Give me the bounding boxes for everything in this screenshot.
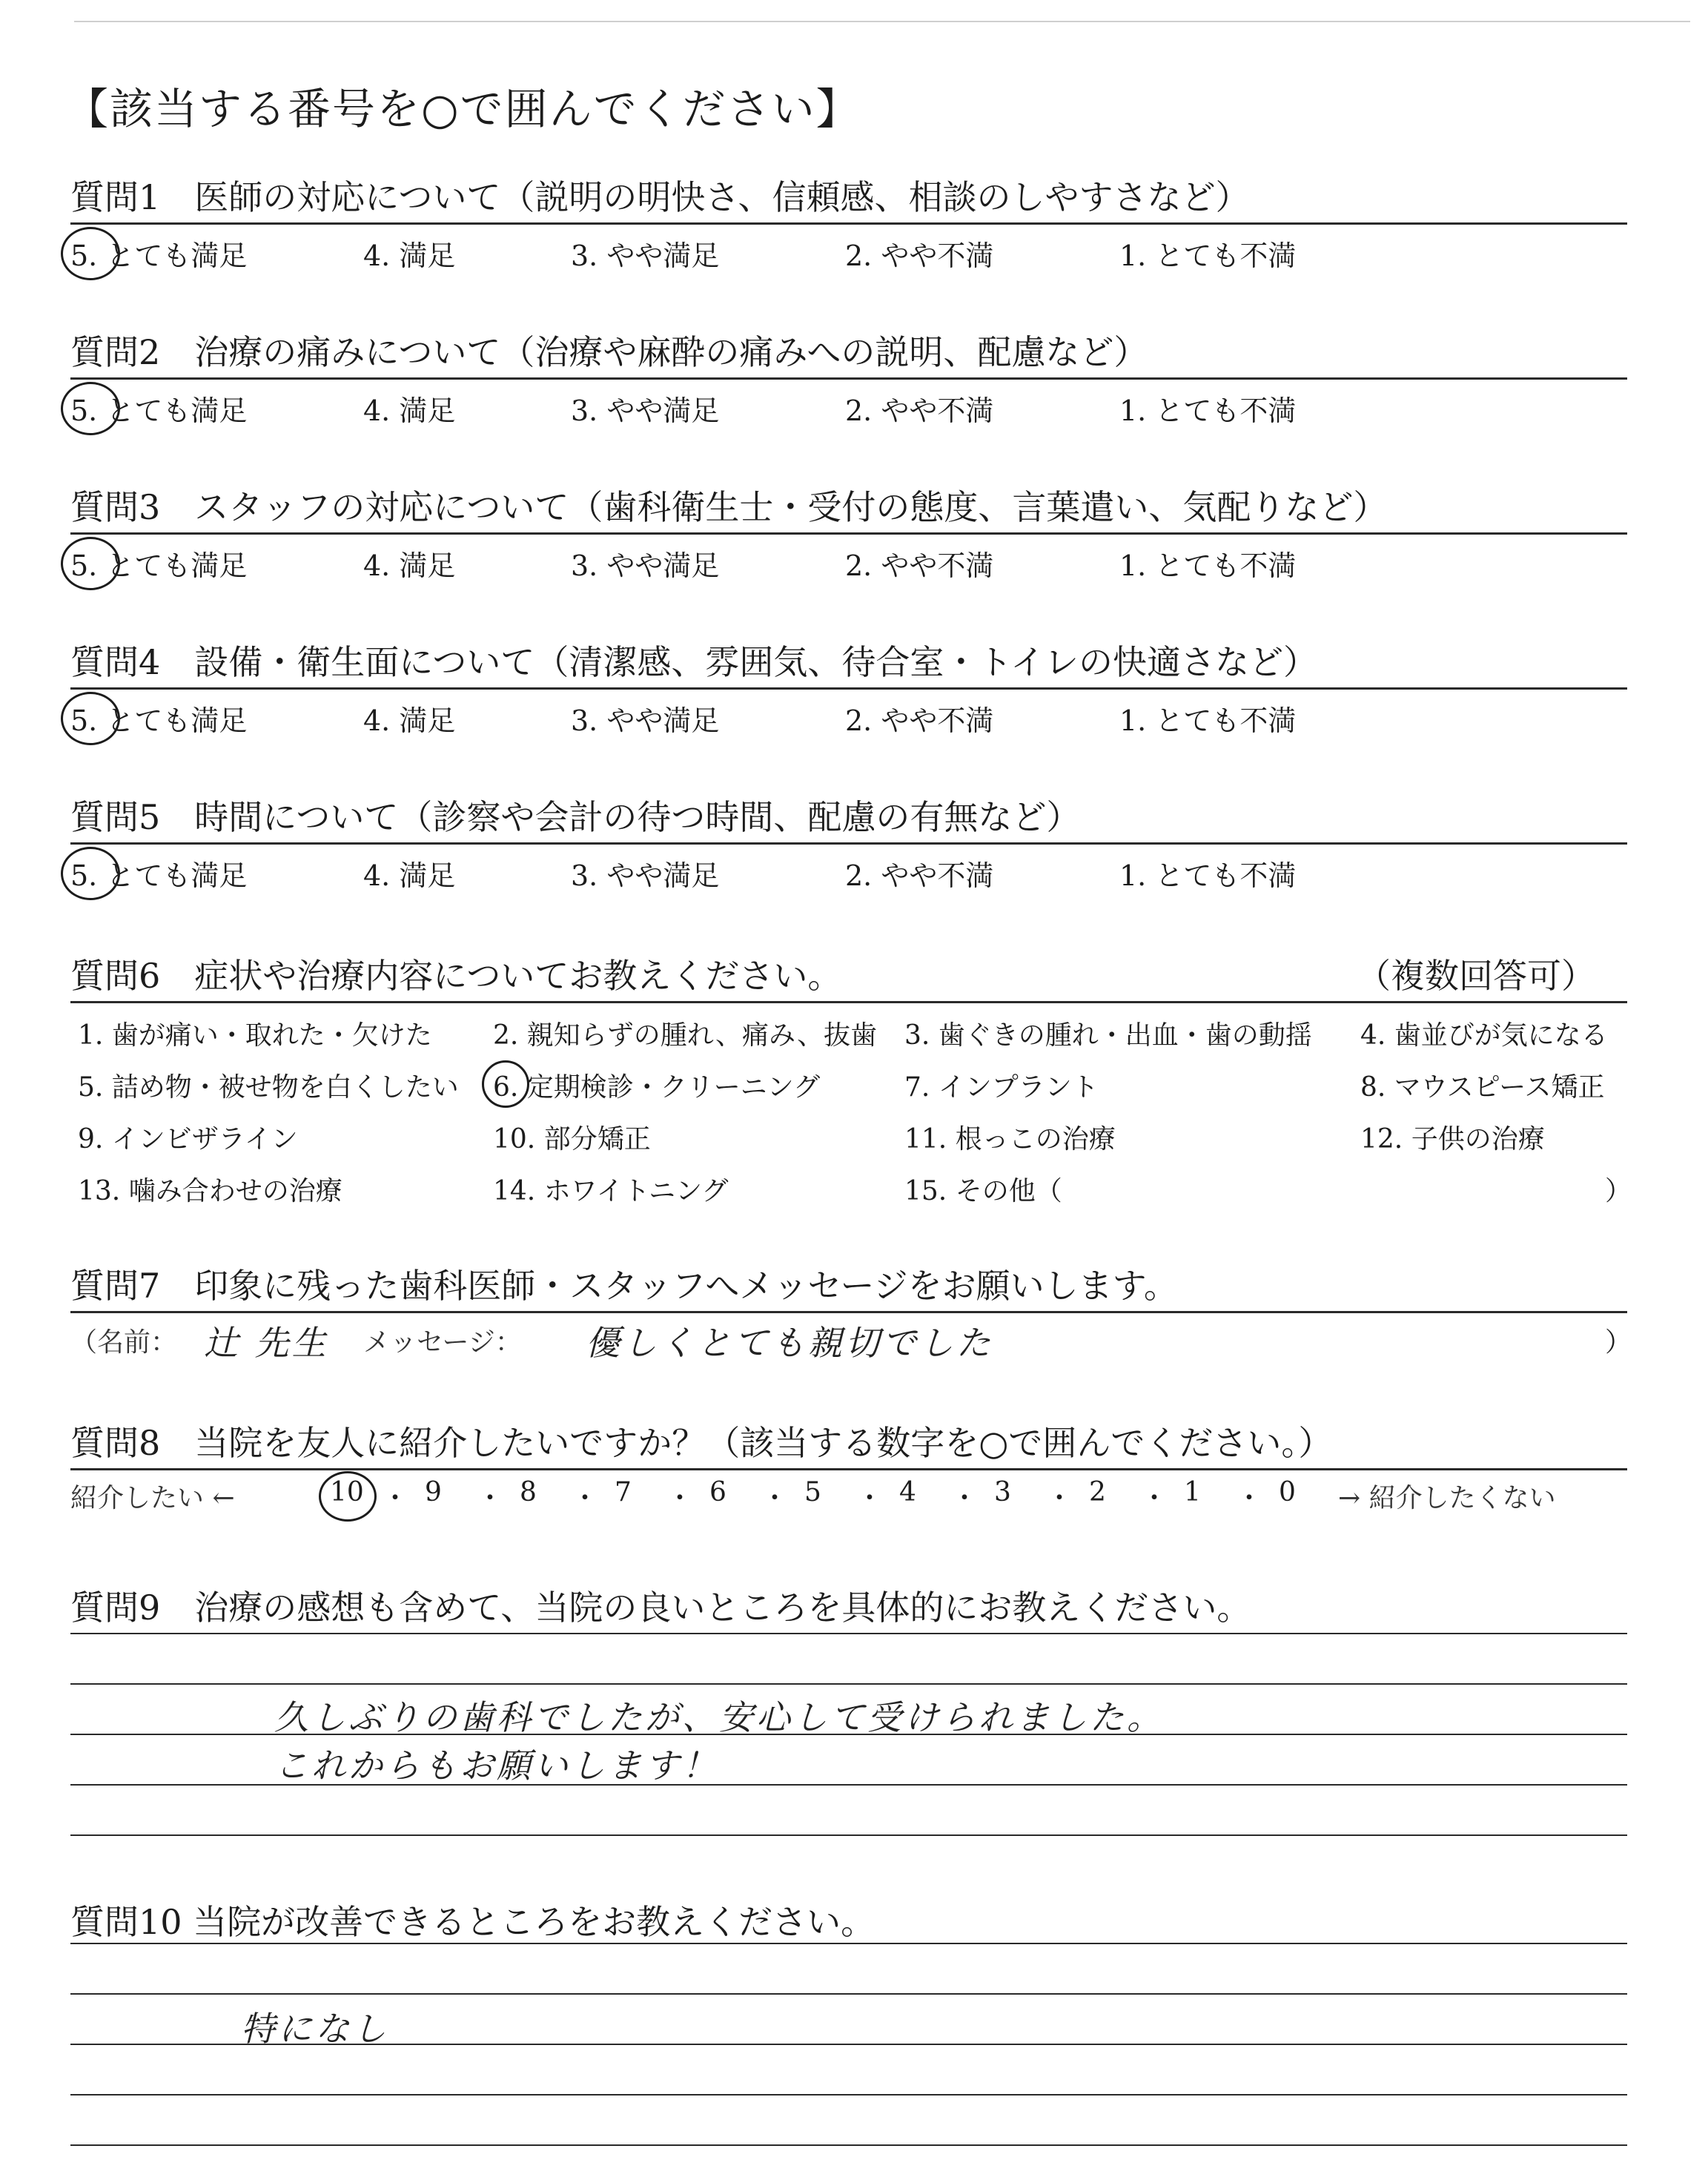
q4-title: 質問4 設備・衛生面について（清潔感、雰囲気、待合室・トイレの快適さなど） <box>70 642 1318 682</box>
q6-option-6[interactable]: 6. 定期検診・クリーニング <box>493 1072 821 1103</box>
q8-title: 質問8 当院を友人に紹介したいですか？（該当する数字を○で囲んでください。） <box>70 1423 1333 1463</box>
q10-line-1 <box>70 1943 1627 1944</box>
q7-message-label: メッセージ： <box>363 1327 522 1358</box>
q4-option-3[interactable]: 3. やや満足 <box>571 704 720 737</box>
q10-line-2 <box>70 1993 1627 1995</box>
q2-option-1[interactable]: 1. とても不満 <box>1119 394 1297 427</box>
q3-option-1[interactable]: 1. とても不満 <box>1119 549 1297 582</box>
q8-scale-6[interactable]: 6 <box>709 1477 726 1507</box>
q3-option-4[interactable]: 4. 満足 <box>363 549 456 582</box>
q10-line-4 <box>70 2094 1627 2095</box>
q2-option-2[interactable]: 2. やや不満 <box>845 394 994 427</box>
q6-option-8[interactable]: 8. マウスピース矯正 <box>1360 1072 1605 1103</box>
q8-scale-4[interactable]: 4 <box>899 1477 916 1507</box>
q8-scale-separator: ・ <box>1236 1483 1263 1513</box>
q6-option-12[interactable]: 12. 子供の治療 <box>1360 1124 1545 1155</box>
q7-name-value[interactable]: 辻 先生 <box>204 1323 329 1363</box>
q8-scale-separator: ・ <box>477 1483 504 1513</box>
q1-selected-circle <box>61 227 120 280</box>
q6-option-1[interactable]: 1. 歯が痛い・取れた・欠けた <box>78 1020 432 1051</box>
q2-title: 質問2 治療の痛みについて（治療や麻酔の痛みへの説明、配慮など） <box>70 332 1148 372</box>
page-title: 【該当する番号を○で囲んでください】 <box>65 84 861 134</box>
q6-option-11[interactable]: 11. 根っこの治療 <box>904 1124 1116 1155</box>
q4-option-4[interactable]: 4. 満足 <box>363 704 456 737</box>
q6-option-3[interactable]: 3. 歯ぐきの腫れ・出血・歯の動揺 <box>904 1020 1312 1051</box>
q2-rule <box>70 377 1627 380</box>
q8-scale-10[interactable]: 10 <box>330 1477 364 1507</box>
q8-scale-separator: ・ <box>382 1483 409 1513</box>
q6-other-close-paren: ） <box>1605 1176 1632 1206</box>
q8-left-label: 紹介したい ← <box>70 1483 235 1513</box>
q6-selected-circle <box>482 1060 529 1108</box>
q4-option-5[interactable]: 5. とても満足 <box>70 704 248 737</box>
q7-name-label: （名前： <box>70 1327 178 1358</box>
q6-option-10[interactable]: 10. 部分矯正 <box>493 1124 651 1155</box>
q4-rule <box>70 687 1627 690</box>
q8-scale-1[interactable]: 1 <box>1184 1477 1201 1507</box>
q5-option-3[interactable]: 3. やや満足 <box>571 859 720 892</box>
q3-title: 質問3 スタッフの対応について（歯科衛生士・受付の態度、言葉遣い、気配りなど） <box>70 487 1388 527</box>
q3-rule <box>70 532 1627 535</box>
q3-selected-circle <box>61 537 120 590</box>
q6-note: （複数回答可） <box>1357 956 1595 996</box>
q10-line-5 <box>70 2144 1627 2146</box>
q9-line-2 <box>70 1683 1627 1685</box>
q8-right-label: → 紹介したくない <box>1338 1483 1556 1513</box>
q7-rule <box>70 1311 1627 1313</box>
q8-scale-separator: ・ <box>1046 1483 1073 1513</box>
q9-answer-line-2[interactable]: これからもお願いします！ <box>274 1745 719 1786</box>
q6-option-13[interactable]: 13. 噛み合わせの治療 <box>78 1176 342 1206</box>
q9-line-5 <box>70 1834 1627 1836</box>
q5-option-2[interactable]: 2. やや不満 <box>845 859 994 892</box>
q5-option-4[interactable]: 4. 満足 <box>363 859 456 892</box>
q7-title: 質問7 印象に残った歯科医師・スタッフへメッセージをお願いします。 <box>70 1266 1178 1306</box>
q3-option-5[interactable]: 5. とても満足 <box>70 549 248 582</box>
q6-option-5[interactable]: 5. 詰め物・被せ物を白くしたい <box>78 1072 459 1103</box>
q4-selected-circle <box>61 692 120 745</box>
q8-scale-separator: ・ <box>666 1483 694 1513</box>
q8-scale-separator: ・ <box>1141 1483 1168 1513</box>
q9-answer-line-1[interactable]: 久しぶりの歯科でしたが、安心して受けられました。 <box>274 1697 1164 1737</box>
top-edge-line <box>74 21 1690 22</box>
q7-message-value[interactable]: 優しくとても親切でした <box>586 1323 993 1363</box>
q8-scale-9[interactable]: 9 <box>425 1477 442 1507</box>
q3-option-3[interactable]: 3. やや満足 <box>571 549 720 582</box>
q1-option-1[interactable]: 1. とても不満 <box>1119 240 1297 272</box>
q5-title: 質問5 時間について（診察や会計の待つ時間、配慮の有無など） <box>70 797 1081 837</box>
q1-option-5[interactable]: 5. とても満足 <box>70 240 248 272</box>
q8-scale-3[interactable]: 3 <box>994 1477 1011 1507</box>
q6-rule <box>70 1001 1627 1003</box>
q1-option-4[interactable]: 4. 満足 <box>363 240 456 272</box>
q4-option-2[interactable]: 2. やや不満 <box>845 704 994 737</box>
q1-option-2[interactable]: 2. やや不満 <box>845 240 994 272</box>
q8-scale-0[interactable]: 0 <box>1279 1477 1296 1507</box>
q5-rule <box>70 842 1627 845</box>
q1-title: 質問1 医師の対応について（説明の明快さ、信頼感、相談のしやすさなど） <box>70 177 1250 217</box>
q6-option-4[interactable]: 4. 歯並びが気になる <box>1360 1020 1608 1051</box>
q8-scale-separator: ・ <box>572 1483 599 1513</box>
q10-title: 質問10 当院が改善できるところをお教えください。 <box>70 1902 875 1942</box>
q6-option-2[interactable]: 2. 親知らずの腫れ、痛み、抜歯 <box>493 1020 878 1051</box>
q6-option-14[interactable]: 14. ホワイトニング <box>493 1176 729 1206</box>
q2-selected-circle <box>61 382 120 435</box>
q9-title: 質問9 治療の感想も含めて、当院の良いところを具体的にお教えください。 <box>70 1588 1251 1628</box>
q7-close-paren: ） <box>1605 1327 1632 1358</box>
q5-selected-circle <box>61 847 120 900</box>
q2-option-4[interactable]: 4. 満足 <box>363 394 456 427</box>
q2-option-5[interactable]: 5. とても満足 <box>70 394 248 427</box>
q8-scale-separator: ・ <box>951 1483 979 1513</box>
q6-option-7[interactable]: 7. インプラント <box>904 1072 1099 1103</box>
q6-title: 質問6 症状や治療内容についてお教えください。 <box>70 956 842 996</box>
q8-scale-2[interactable]: 2 <box>1089 1477 1106 1507</box>
q10-answer-line-1[interactable]: 特になし <box>241 2009 389 2049</box>
q8-scale-separator: ・ <box>856 1483 884 1513</box>
q8-selected-circle <box>319 1471 377 1522</box>
q1-option-3[interactable]: 3. やや満足 <box>571 240 720 272</box>
q5-option-1[interactable]: 1. とても不満 <box>1119 859 1297 892</box>
q9-line-1 <box>70 1633 1627 1634</box>
q8-rule <box>70 1468 1627 1470</box>
q8-scale-5[interactable]: 5 <box>804 1477 821 1507</box>
q4-option-1[interactable]: 1. とても不満 <box>1119 704 1297 737</box>
q2-option-3[interactable]: 3. やや満足 <box>571 394 720 427</box>
q8-scale-7[interactable]: 7 <box>615 1477 632 1507</box>
q1-rule <box>70 222 1627 225</box>
q8-scale-separator: ・ <box>761 1483 789 1513</box>
q3-option-2[interactable]: 2. やや不満 <box>845 549 994 582</box>
q5-option-5[interactable]: 5. とても満足 <box>70 859 248 892</box>
q6-option-15[interactable]: 15. その他（ <box>904 1176 1062 1206</box>
q6-option-9[interactable]: 9. インビザライン <box>78 1124 298 1155</box>
q8-scale-8[interactable]: 8 <box>520 1477 537 1507</box>
